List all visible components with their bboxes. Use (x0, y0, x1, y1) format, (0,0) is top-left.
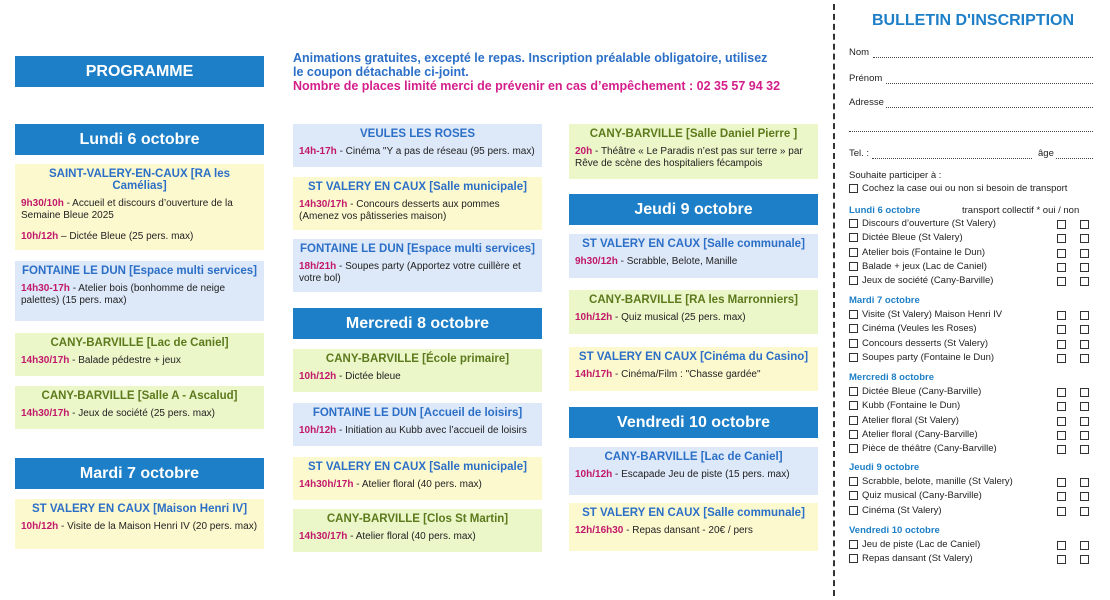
transport-non-checkbox[interactable] (1080, 263, 1089, 272)
event-card (293, 349, 542, 392)
transport-oui-checkbox[interactable] (1057, 277, 1066, 286)
nom-label: Nom (849, 47, 870, 58)
activity-label: Soupes party (Fontaine le Dun) (862, 352, 995, 363)
activity-row (849, 505, 942, 516)
event-card (15, 164, 264, 250)
event-desc: - Jeux de société (25 pers. max) (69, 408, 215, 419)
event-card (293, 509, 542, 552)
activity-label: Concours desserts (St Valery) (862, 338, 989, 349)
event-desc: - Quiz musical (25 pers. max) (612, 312, 746, 323)
activity-checkbox[interactable] (849, 339, 858, 348)
transport-header: transport collectif * oui / non (962, 205, 1080, 216)
activity-row (849, 490, 982, 501)
activity-row (849, 415, 959, 426)
transport-non-checkbox[interactable] (1080, 354, 1089, 363)
activity-checkbox[interactable] (849, 310, 858, 319)
activity-checkbox[interactable] (849, 430, 858, 439)
event-desc: - Concours desserts aux pommes (347, 199, 500, 210)
event-time: 14h30/17h (21, 355, 70, 366)
activity-row (849, 443, 997, 454)
activity-label: Repas dansant (St Valery) (862, 553, 973, 564)
activity-checkbox[interactable] (849, 444, 858, 453)
activity-checkbox[interactable] (849, 324, 858, 333)
intro-phone: Nombre de places limité merci de prévenir en cas d’empêchement : 02 35 57 94 32 (293, 79, 781, 93)
event-location: CANY-BARVILLE [Lac de Caniel] (50, 337, 229, 349)
event-location: ST VALERY EN CAUX [Salle communale] (582, 507, 805, 519)
activity-checkbox[interactable] (849, 506, 858, 515)
event-desc: - Cinéma "Y a pas de réseau (95 pers. max) (336, 146, 535, 157)
event-desc: votre bol) (299, 273, 341, 284)
intro-text (293, 51, 828, 93)
event-desc: - Théâtre « Le Paradis n’est pas sur terre » par (592, 146, 803, 157)
event-desc: - Accueil et discours d’ouverture de la (63, 198, 233, 209)
activity-row (849, 400, 960, 411)
activity-row (849, 553, 973, 564)
cut-line (833, 4, 835, 596)
activity-checkbox[interactable] (849, 387, 858, 396)
event-desc: - Soupes party (Apportez votre cuillère et (336, 261, 521, 272)
bulletin-day-vendredi: Vendredi 10 octobre (849, 525, 940, 536)
activity-checkbox[interactable] (849, 248, 858, 257)
transport-oui-checkbox[interactable] (1057, 234, 1066, 243)
transport-oui-checkbox[interactable] (1057, 311, 1066, 320)
transport-non-checkbox[interactable] (1080, 541, 1089, 550)
activity-row (849, 352, 994, 363)
event-card (569, 124, 818, 179)
event-desc: Semaine Bleue 2025 (21, 210, 114, 221)
transport-oui-checkbox[interactable] (1057, 431, 1066, 440)
activity-label: Discours d’ouverture (St Valery) (862, 218, 996, 229)
event-card (569, 503, 818, 551)
event-location: FONTAINE LE DUN [Espace multi services] (300, 243, 535, 255)
activity-checkbox[interactable] (849, 219, 858, 228)
activity-label: Atelier floral (Cany-Barville) (862, 429, 978, 440)
programme-title: PROGRAMME (15, 56, 264, 87)
transport-oui-checkbox[interactable] (1057, 402, 1066, 411)
event-time: 14h30/17h (299, 531, 348, 542)
activity-label: Scrabble, belote, manille (St Valery) (862, 476, 1013, 487)
prenom-label: Prénom (849, 73, 883, 84)
event-card (293, 124, 542, 167)
event-time: 14h30/17h (21, 408, 70, 419)
activity-checkbox[interactable] (849, 353, 858, 362)
event-time: 14h30/17h (299, 199, 348, 210)
transport-non-checkbox[interactable] (1080, 492, 1089, 501)
activity-checkbox[interactable] (849, 276, 858, 285)
instruction-text: Cochez la case oui ou non si besoin de transport (862, 183, 1068, 194)
event-desc: - Dictée bleue (336, 371, 401, 382)
activity-row (849, 261, 987, 272)
event-location: FONTAINE LE DUN [Accueil de loisirs] (312, 407, 523, 419)
transport-oui-checkbox[interactable] (1057, 417, 1066, 426)
activity-label: Balade + jeux (Lac de Caniel) (862, 261, 987, 272)
event-card (569, 290, 818, 334)
transport-non-checkbox[interactable] (1080, 478, 1089, 487)
event-location: ST VALERY EN CAUX [Cinéma du Casino] (578, 351, 809, 363)
event-time: 9h30/12h (575, 256, 618, 267)
transport-oui-checkbox[interactable] (1057, 220, 1066, 229)
transport-oui-checkbox[interactable] (1057, 388, 1066, 397)
transport-non-checkbox[interactable] (1080, 555, 1089, 564)
event-card (15, 386, 264, 429)
activity-checkbox[interactable] (849, 416, 858, 425)
activity-row (849, 232, 963, 243)
event-desc: - Scrabble, Belote, Manille (617, 256, 738, 267)
event-desc: palettes) (15 pers. max) (21, 295, 127, 306)
activity-row (849, 476, 1013, 487)
transport-non-checkbox[interactable] (1080, 340, 1089, 349)
event-card (15, 261, 264, 321)
day-header-lundi: Lundi 6 octobre (15, 124, 264, 155)
activity-label: Dictée Bleue (Cany-Barville) (862, 386, 982, 397)
activity-row (849, 539, 980, 550)
transport-non-checkbox[interactable] (1080, 507, 1089, 516)
event-location: CANY-BARVILLE [RA les Marronniers] (589, 294, 798, 306)
event-location: CANY-BARVILLE [École primaire] (325, 353, 510, 365)
event-time: 10h/12h (575, 312, 613, 323)
event-desc: - Cinéma/Film : "Chasse gardée" (612, 369, 761, 380)
event-desc: - Atelier floral (40 pers. max) (353, 479, 482, 490)
transport-oui-checkbox[interactable] (1057, 340, 1066, 349)
event-desc: - Balade pédestre + jeux (69, 355, 181, 366)
activity-label: Atelier bois (Fontaine le Dun) (862, 247, 986, 258)
transport-oui-checkbox[interactable] (1057, 325, 1066, 334)
activity-row (849, 323, 977, 334)
transport-oui-checkbox[interactable] (1057, 263, 1066, 272)
activity-row (849, 338, 988, 349)
transport-oui-checkbox[interactable] (1057, 492, 1066, 501)
activity-label: Pièce de théâtre (Cany-Barville) (862, 443, 997, 454)
event-desc: - Atelier bois (bonhomme de neige (69, 283, 226, 294)
event-time: 14h-17h (299, 146, 337, 157)
activity-checkbox[interactable] (849, 540, 858, 549)
activity-checkbox[interactable] (849, 554, 858, 563)
activity-row (849, 429, 978, 440)
souhaite-label: Souhaite participer à : (849, 170, 942, 181)
transport-non-checkbox[interactable] (1080, 388, 1089, 397)
event-desc: – Dictée Bleue (25 pers. max) (58, 231, 194, 242)
bulletin-day-jeudi: Jeudi 9 octobre (849, 462, 920, 473)
event-time: 10h/12h (575, 469, 613, 480)
bulletin-title: BULLETIN D'INSCRIPTION (871, 12, 1075, 29)
event-card (293, 457, 542, 500)
event-location: FONTAINE LE DUN [Espace multi services] (22, 265, 257, 277)
age-field[interactable] (1056, 158, 1093, 159)
event-location: ST VALERY EN CAUX [Salle municipale] (308, 181, 527, 193)
event-time: 18h/21h (299, 261, 337, 272)
transport-oui-checkbox[interactable] (1057, 445, 1066, 454)
activity-checkbox[interactable] (849, 401, 858, 410)
event-time: 10h/12h (299, 371, 337, 382)
transport-non-checkbox[interactable] (1080, 402, 1089, 411)
transport-non-checkbox[interactable] (1080, 220, 1089, 229)
event-time: 10h/12h (21, 521, 59, 532)
prenom-field[interactable] (886, 83, 1093, 84)
activity-row (849, 218, 996, 229)
activity-row (849, 247, 985, 258)
event-desc: - Repas dansant - 20€ / pers (623, 525, 753, 536)
event-desc: - Escapade Jeu de piste (15 pers. max) (612, 469, 790, 480)
transport-instruction (849, 183, 1067, 194)
transport-non-checkbox[interactable] (1080, 277, 1089, 286)
event-location: CANY-BARVILLE [Salle A - Ascalud] (41, 390, 238, 402)
adresse-field-2[interactable] (849, 131, 1093, 132)
adresse-field[interactable] (886, 107, 1093, 108)
event-desc: - Initiation au Kubb avec l’accueil de loisirs (336, 425, 527, 436)
event-card (15, 333, 264, 376)
age-label: âge (1038, 148, 1054, 159)
event-time: 9h30/10h (21, 198, 64, 209)
transport-non-checkbox[interactable] (1080, 249, 1089, 258)
day-header-mercredi: Mercredi 8 octobre (293, 308, 542, 339)
event-location: VEULES LES ROSES (359, 128, 476, 140)
intro-line-1: Animations gratuites, excepté le repas. Inscription préalable obligatoire, utilisez (293, 51, 768, 65)
transport-oui-checkbox[interactable] (1057, 249, 1066, 258)
activity-label: Kubb (Fontaine le Dun) (862, 400, 961, 411)
event-time: 10h/12h (299, 425, 337, 436)
event-time: 14h30h/17h (299, 479, 354, 490)
event-desc: - Atelier floral (40 pers. max) (347, 531, 476, 542)
activity-checkbox[interactable] (849, 491, 858, 500)
activity-checkbox[interactable] (849, 477, 858, 486)
transport-oui-checkbox[interactable] (1057, 507, 1066, 516)
day-header-mardi: Mardi 7 octobre (15, 458, 264, 489)
bulletin-day-lundi: Lundi 6 octobre (849, 205, 921, 216)
event-location: SAINT-VALERY-EN-CAUX [RA les Camélias] (48, 168, 231, 192)
event-time: 14h30-17h (21, 283, 70, 294)
adresse-label: Adresse (849, 97, 884, 108)
transport-oui-checkbox[interactable] (1057, 478, 1066, 487)
transport-oui-checkbox[interactable] (1057, 354, 1066, 363)
activity-checkbox[interactable] (849, 233, 858, 242)
transport-non-checkbox[interactable] (1080, 325, 1089, 334)
activity-label: Atelier floral (St Valery) (862, 415, 959, 426)
transport-oui-checkbox[interactable] (1057, 541, 1066, 550)
event-desc: Rêve de scène des hospitaliers fécampois (575, 158, 763, 169)
activity-row (849, 386, 981, 397)
transport-non-checkbox[interactable] (1080, 311, 1089, 320)
event-card (569, 347, 818, 391)
transport-non-checkbox[interactable] (1080, 234, 1089, 243)
activity-checkbox[interactable] (849, 262, 858, 271)
activity-label: Visite (St Valery) Maison Henri IV (862, 309, 1003, 320)
event-card (293, 403, 542, 446)
activity-row (849, 275, 993, 286)
event-desc: (Amenez vos pâtisseries maison) (299, 211, 447, 222)
intro-line-2: le coupon détachable ci-joint. (293, 65, 469, 79)
nom-field[interactable] (873, 57, 1093, 58)
event-location: CANY-BARVILLE [Clos St Martin] (326, 513, 509, 525)
transport-non-checkbox[interactable] (1080, 445, 1089, 454)
event-card (15, 499, 264, 549)
tel-field[interactable] (872, 158, 1032, 159)
bulletin-day-mercredi: Mercredi 8 octobre (849, 372, 934, 383)
activity-label: Dictée Bleue (St Valery) (862, 232, 963, 243)
event-location: ST VALERY EN CAUX [Salle communale] (582, 238, 805, 250)
event-desc: - Visite de la Maison Henri IV (20 pers. max) (58, 521, 258, 532)
bulletin-day-mardi: Mardi 7 octobre (849, 295, 920, 306)
tel-label: Tel. : (849, 148, 870, 159)
event-time: 20h (575, 146, 593, 157)
day-header-vendredi: Vendredi 10 octobre (569, 407, 818, 438)
transport-oui-checkbox[interactable] (1057, 555, 1066, 564)
event-card (569, 447, 818, 495)
activity-label: Jeu de piste (Lac de Caniel) (862, 539, 981, 550)
activity-label: Jeux de société (Cany-Barville) (862, 275, 994, 286)
event-location: ST VALERY EN CAUX [Salle municipale] (308, 461, 527, 473)
event-time: 12h/16h30 (575, 525, 624, 536)
day-header-jeudi: Jeudi 9 octobre (569, 194, 818, 225)
event-time: 10h/12h (21, 231, 59, 242)
event-location: CANY-BARVILLE [Salle Daniel Pierre ] (589, 128, 798, 140)
activity-label: Cinéma (Veules les Roses) (862, 323, 977, 334)
activity-row (849, 309, 1002, 320)
event-location: ST VALERY EN CAUX [Maison Henri IV] (31, 503, 248, 515)
checkbox[interactable] (849, 184, 858, 193)
event-card (293, 177, 542, 230)
event-card (293, 239, 542, 292)
event-location: CANY-BARVILLE [Lac de Caniel] (604, 451, 783, 463)
event-card (569, 234, 818, 278)
activity-label: Cinéma (St Valery) (862, 505, 942, 516)
event-time: 14h/17h (575, 369, 613, 380)
transport-non-checkbox[interactable] (1080, 431, 1089, 440)
transport-non-checkbox[interactable] (1080, 417, 1089, 426)
activity-label: Quiz musical (Cany-Barville) (862, 490, 982, 501)
